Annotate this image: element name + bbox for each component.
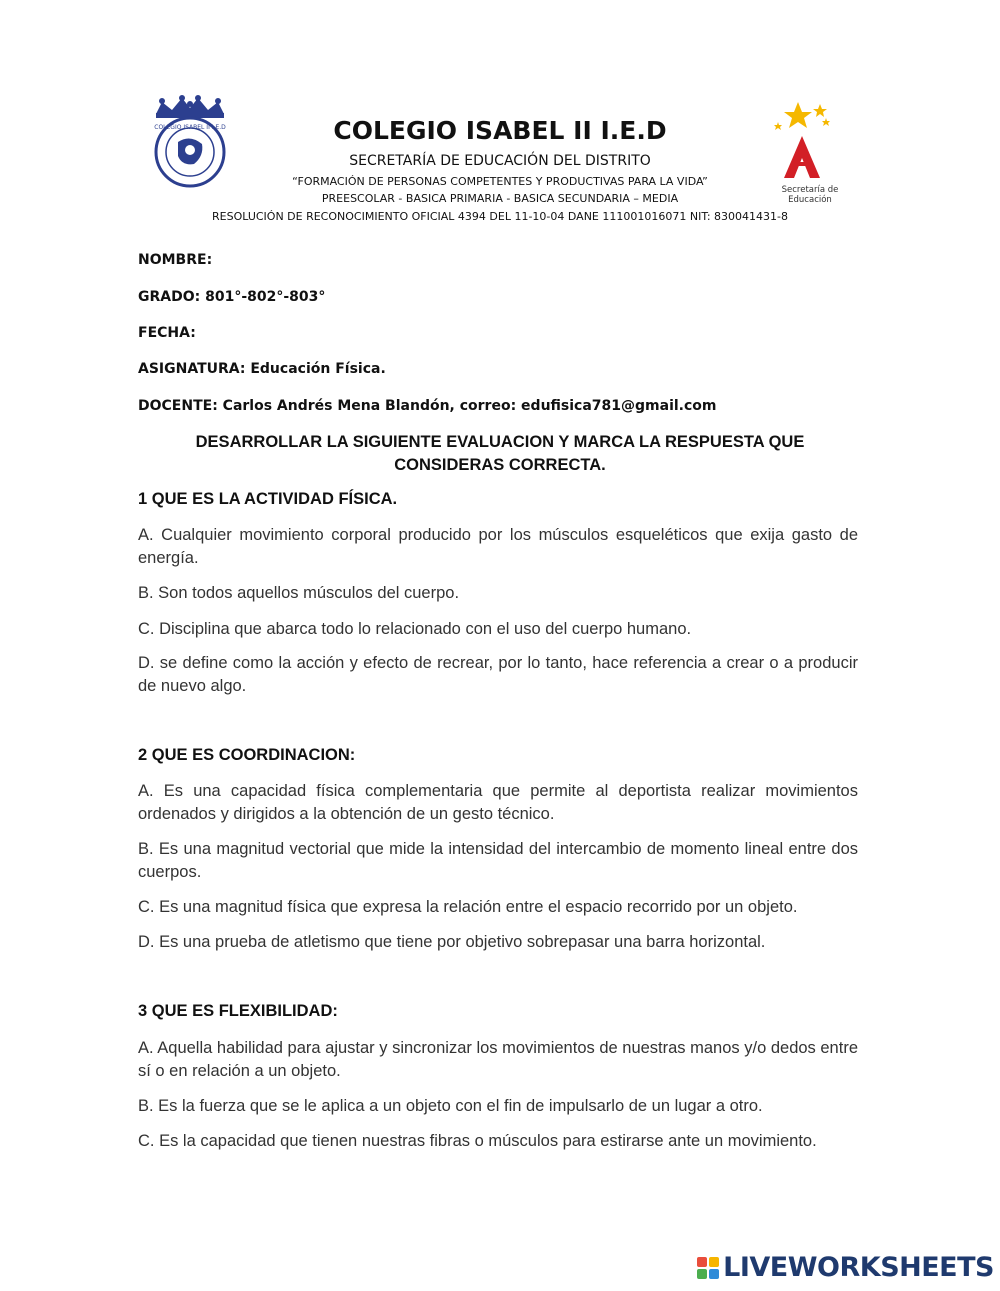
question-1-option-b[interactable]: B. Son todos aquellos músculos del cuerpo.	[138, 584, 460, 602]
question-3-option-a[interactable]: A. Aquella habilidad para ajustar y sincronizar los movimientos de nuestras manos y/o dedos entre sí o en relación a un objeto.	[138, 1039, 858, 1080]
question-3-option-b[interactable]: B. Es la fuerza que se le aplica a un objeto con el fin de impulsarlo de un lugar a otro.	[138, 1097, 763, 1115]
question-1-title: 1 QUE ES LA ACTIVIDAD FÍSICA.	[138, 490, 398, 508]
liveworksheets-brand[interactable]	[697, 1252, 994, 1283]
question-1-option-c[interactable]: C. Disciplina que abarca todo lo relacionado con el uso del cuerpo humano.	[138, 620, 692, 638]
instructions: DESARROLLAR LA SIGUIENTE EVALUACION Y MARCA LA RESPUESTA QUE CONSIDERAS CORRECTA.	[195, 433, 805, 474]
question-2-option-c[interactable]: C. Es una magnitud física que expresa la relación entre el espacio recorrido por un objeto.	[138, 898, 798, 916]
field-asignatura: ASIGNATURA: Educación Física.	[138, 361, 386, 377]
question-1-option-a[interactable]: A. Cualquier movimiento corporal producido por los músculos esqueléticos que exija gasto de energía.	[138, 526, 858, 567]
levels-line: PREESCOLAR - BASICA PRIMARIA - BASICA SECUNDARIA – MEDIA	[321, 192, 679, 205]
question-3-option-c[interactable]: C. Es la capacidad que tienen nuestras fibras o músculos para estirarse ante un movimiento.	[138, 1132, 817, 1150]
liveworksheets-text: LIVEWORKSHEETS	[723, 1252, 994, 1283]
secretaria-logo-caption: Secretaría de Educación	[781, 185, 839, 205]
crest-text: COLEGIO ISABEL II I.E.D	[154, 124, 226, 131]
liveworksheets-logo-icon	[697, 1257, 719, 1279]
field-grado: GRADO: 801°-802°-803°	[138, 289, 326, 305]
question-2-option-d[interactable]: D. Es una prueba de atletismo que tiene por objetivo sobrepasar una barra horizontal.	[138, 933, 766, 951]
question-1-option-d[interactable]: D. se define como la acción y efecto de recrear, por lo tanto, hace referencia a crear o a producir de nuevo algo.	[138, 654, 858, 695]
field-fecha: FECHA:	[138, 325, 196, 341]
resolution-line: RESOLUCIÓN DE RECONOCIMIENTO OFICIAL 4394 DEL 11-10-04 DANE 111001016071 NIT: 830041431-8	[212, 210, 788, 223]
question-2-title: 2 QUE ES COORDINACION:	[138, 746, 356, 764]
field-docente: DOCENTE: Carlos Andrés Mena Blandón, correo: edufisica781@gmail.com	[138, 398, 717, 414]
school-name: COLEGIO ISABEL II I.E.D	[333, 116, 667, 145]
question-2-option-b[interactable]: B. Es una magnitud vectorial que mide la intensidad del intercambio de momento lineal entre dos cuerpos.	[138, 840, 858, 881]
field-nombre: NOMBRE:	[138, 252, 213, 268]
question-2-option-a[interactable]: A. Es una capacidad física complementaria que permite al deportista realizar movimientos ordenados y dirigidos a la obtención de un gesto técnico.	[138, 782, 858, 823]
motto-line: “FORMACIÓN DE PERSONAS COMPETENTES Y PRODUCTIVAS PARA LA VIDA”	[292, 175, 708, 188]
secretaria-line: SECRETARÍA DE EDUCACIÓN DEL DISTRITO	[349, 153, 651, 169]
question-3-title: 3 QUE ES FLEXIBILIDAD:	[138, 1002, 338, 1020]
